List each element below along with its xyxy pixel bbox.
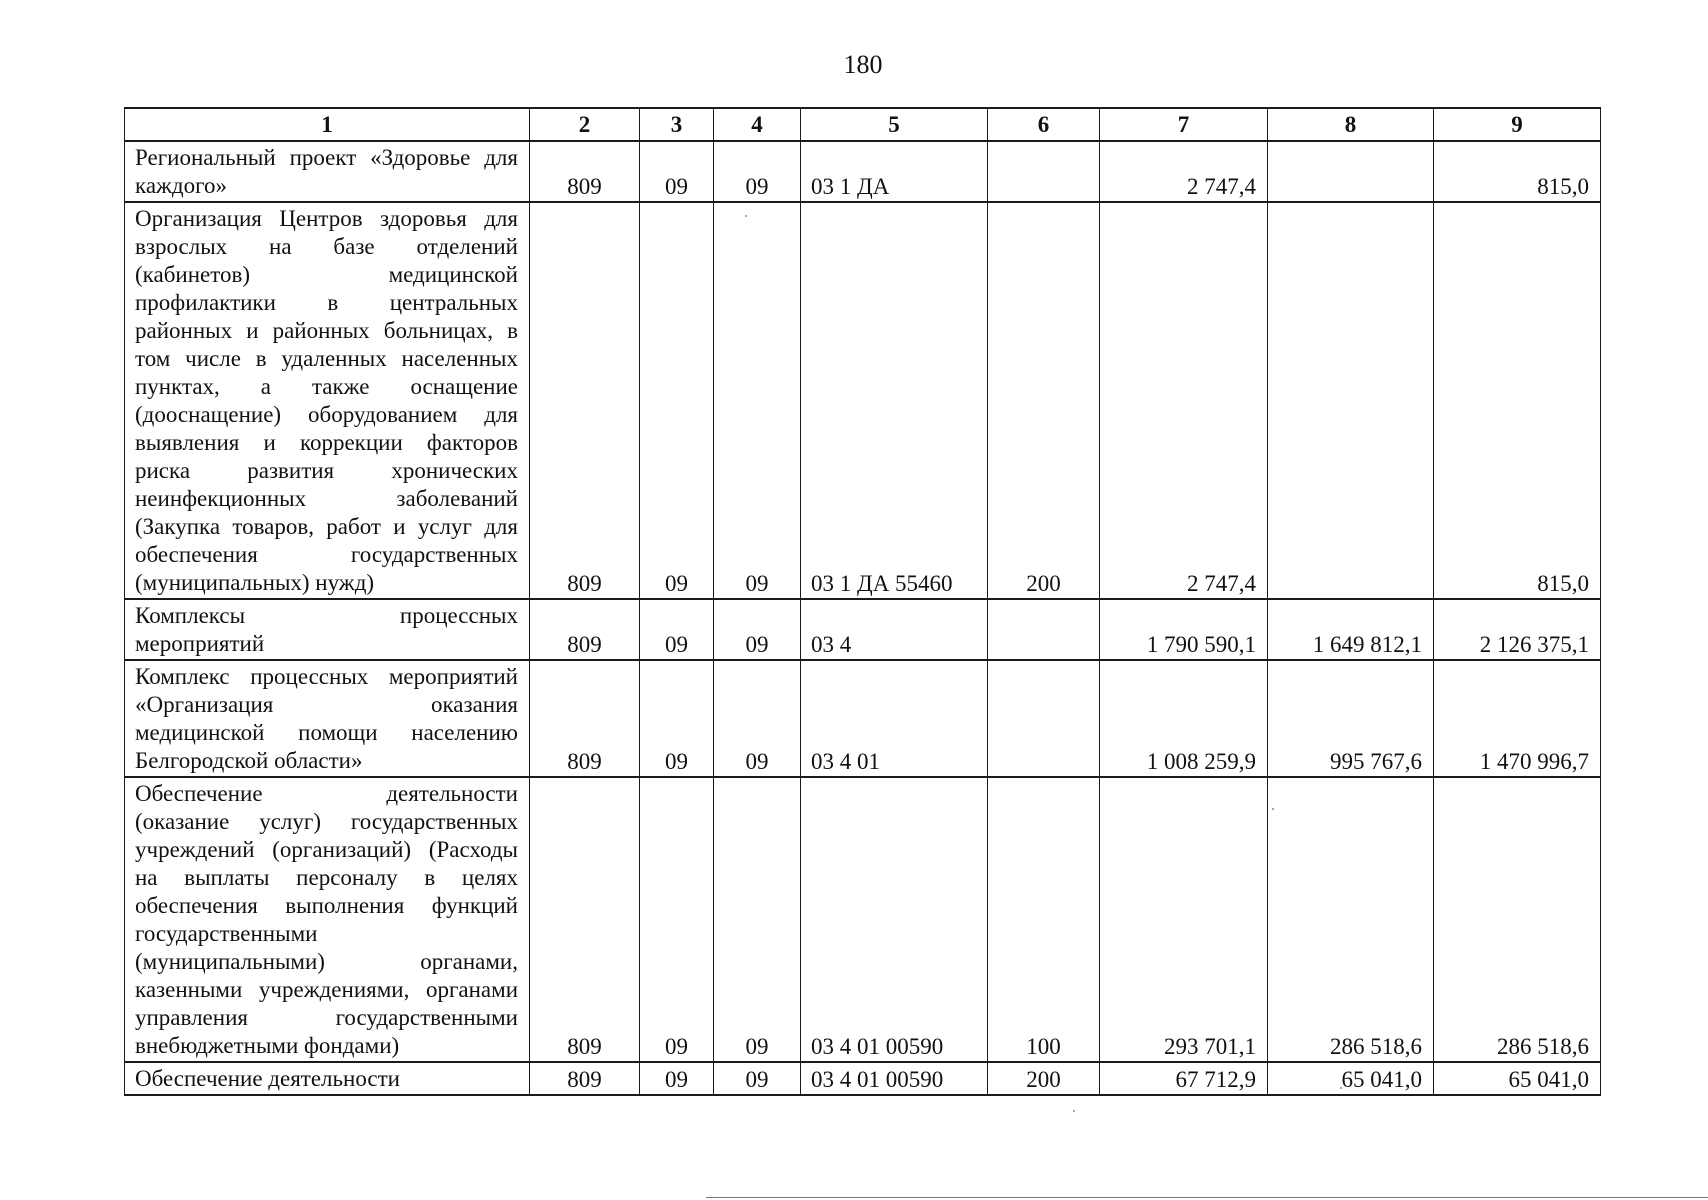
subsection-cell: 09	[714, 141, 801, 202]
target-article-cell: 03 1 ДА	[801, 141, 988, 202]
amount-cell: 286 518,6	[1434, 777, 1601, 1062]
row-name-line: (дооснащение) оборудованием для	[135, 402, 518, 427]
row-name-cell	[125, 777, 530, 1062]
row-name-line: профилактики в центральных	[135, 290, 518, 315]
budget-table	[124, 107, 1601, 1096]
row-name-cell	[125, 660, 530, 777]
row-name-line: Комплексы процессных	[135, 603, 518, 628]
row-name-line: районных и районных больницах, в	[135, 318, 518, 343]
amount-cell: 995 767,6	[1268, 660, 1434, 777]
expense-type-cell	[988, 660, 1100, 777]
row-name-line: (кабинетов) медицинской	[135, 262, 518, 287]
expense-type-cell	[988, 141, 1100, 202]
table-row	[125, 1062, 1601, 1095]
gov-code-cell: 809	[530, 141, 640, 202]
scan-speck	[1073, 1110, 1075, 1112]
target-article-cell: 03 4 01 00590	[801, 777, 988, 1062]
gov-code-cell: 809	[530, 1062, 640, 1095]
target-article-cell: 03 4 01	[801, 660, 988, 777]
amount-cell	[1268, 141, 1434, 202]
row-name-line: медицинской помощи населению	[135, 720, 518, 745]
row-name-line: (муниципальными) органами,	[135, 949, 518, 974]
target-article-cell: 03 4 01 00590	[801, 1062, 988, 1095]
row-name-line: Обеспечение деятельности	[135, 1066, 400, 1091]
row-name-line: государственными	[135, 921, 318, 946]
amount-cell: 2 126 375,1	[1434, 599, 1601, 660]
expense-type-cell	[988, 599, 1100, 660]
table-row	[125, 141, 1601, 202]
amount-cell: 67 712,9	[1100, 1062, 1268, 1095]
row-name-line: риска развития хронических	[135, 458, 518, 483]
table-header-row	[125, 108, 1601, 141]
amount-cell: 1 790 590,1	[1100, 599, 1268, 660]
row-name-line: обеспечения выполнения функций	[135, 893, 518, 918]
section-cell: 09	[640, 202, 714, 599]
column-header: 2	[530, 108, 640, 141]
table-row	[125, 202, 1601, 599]
section-cell: 09	[640, 599, 714, 660]
column-header: 8	[1268, 108, 1434, 141]
page-number: 180	[843, 50, 883, 79]
amount-cell: 65 041,0	[1268, 1062, 1434, 1095]
amount-cell: 2 747,4	[1100, 202, 1268, 599]
section-cell: 09	[640, 1062, 714, 1095]
row-name-line: (оказание услуг) государственных	[135, 809, 518, 834]
row-name-line: Белгородской области»	[135, 748, 363, 773]
row-name-line: управления государственными	[135, 1005, 518, 1030]
amount-cell: 1 008 259,9	[1100, 660, 1268, 777]
row-name-line: каждого»	[135, 173, 227, 198]
amount-cell: 815,0	[1434, 141, 1601, 202]
bottom-rule	[706, 1197, 1708, 1198]
table-row	[125, 777, 1601, 1062]
gov-code-cell: 809	[530, 202, 640, 599]
column-header: 9	[1434, 108, 1601, 141]
row-name-line: том числе в удаленных населенных	[135, 346, 518, 371]
scan-speck	[745, 215, 747, 217]
target-article-cell: 03 1 ДА 55460	[801, 202, 988, 599]
column-header: 6	[988, 108, 1100, 141]
column-header: 5	[801, 108, 988, 141]
row-name-line: выявления и коррекции факторов	[135, 430, 518, 455]
section-cell: 09	[640, 660, 714, 777]
row-name-line: (Закупка товаров, работ и услуг для	[135, 514, 518, 539]
row-name-cell	[125, 202, 530, 599]
subsection-cell: 09	[714, 777, 801, 1062]
column-header: 3	[640, 108, 714, 141]
row-name-line: пунктах, а также оснащение	[135, 374, 518, 399]
expense-type-cell: 100	[988, 777, 1100, 1062]
amount-cell: 65 041,0	[1434, 1062, 1601, 1095]
section-cell: 09	[640, 141, 714, 202]
table-row	[125, 660, 1601, 777]
section-cell: 09	[640, 777, 714, 1062]
amount-cell: 1 470 996,7	[1434, 660, 1601, 777]
amount-cell: 815,0	[1434, 202, 1601, 599]
row-name-line: (муниципальных) нужд)	[135, 570, 375, 595]
expense-type-cell: 200	[988, 202, 1100, 599]
scan-speck	[1272, 808, 1274, 810]
row-name-line: учреждений (организаций) (Расходы	[135, 837, 518, 862]
table-row	[125, 599, 1601, 660]
amount-cell	[1268, 202, 1434, 599]
subsection-cell: 09	[714, 660, 801, 777]
row-name-line: на выплаты персоналу в целях	[135, 865, 518, 890]
row-name-cell	[125, 141, 530, 202]
row-name-line: Региональный проект «Здоровье для	[135, 145, 518, 170]
row-name-line: Комплекс процессных мероприятий	[135, 664, 518, 689]
column-header: 7	[1100, 108, 1268, 141]
amount-cell: 1 649 812,1	[1268, 599, 1434, 660]
row-name-line: взрослых на базе отделений	[135, 234, 518, 259]
target-article-cell: 03 4	[801, 599, 988, 660]
subsection-cell: 09	[714, 1062, 801, 1095]
row-name-line: неинфекционных заболеваний	[135, 486, 518, 511]
subsection-cell: 09	[714, 599, 801, 660]
row-name-line: мероприятий	[135, 631, 265, 656]
row-name-cell	[125, 599, 530, 660]
row-name-line: внебюджетными фондами)	[135, 1033, 400, 1058]
column-header: 1	[125, 108, 530, 141]
scan-speck	[1340, 1087, 1342, 1089]
subsection-cell: 09	[714, 202, 801, 599]
row-name-cell	[125, 1062, 530, 1095]
row-name-line: «Организация оказания	[135, 692, 518, 717]
row-name-line: обеспечения государственных	[135, 542, 518, 567]
amount-cell: 2 747,4	[1100, 141, 1268, 202]
column-header: 4	[714, 108, 801, 141]
expense-type-cell: 200	[988, 1062, 1100, 1095]
gov-code-cell: 809	[530, 599, 640, 660]
amount-cell: 293 701,1	[1100, 777, 1268, 1062]
row-name-line: Организация Центров здоровья для	[135, 206, 518, 231]
amount-cell: 286 518,6	[1268, 777, 1434, 1062]
row-name-line: казенными учреждениями, органами	[135, 977, 518, 1002]
row-name-line: Обеспечение деятельности	[135, 781, 518, 806]
gov-code-cell: 809	[530, 660, 640, 777]
gov-code-cell: 809	[530, 777, 640, 1062]
